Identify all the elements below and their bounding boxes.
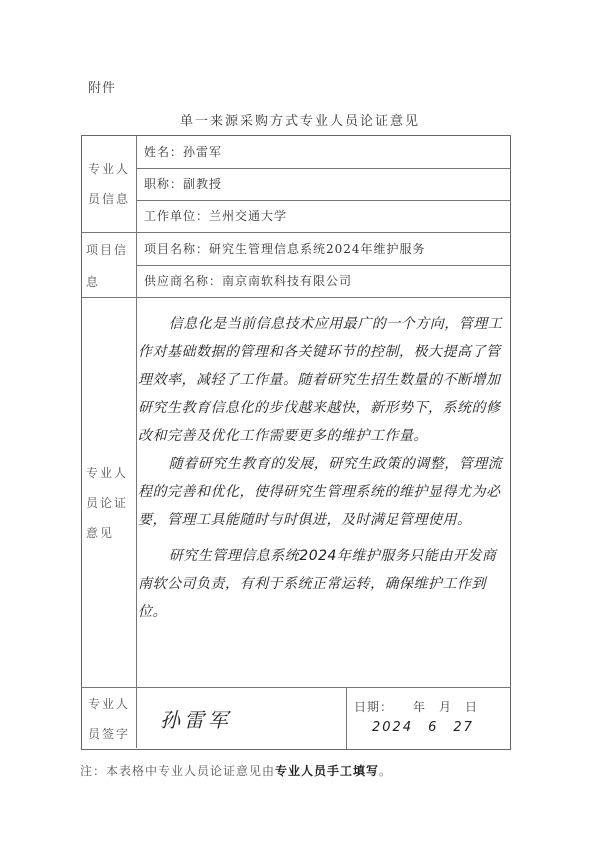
attachment-label: 附件 xyxy=(88,81,117,96)
label-line: 意见 xyxy=(86,526,115,540)
handwritten-signature: 孙雷军 xyxy=(160,708,232,732)
date-label: 日期： 年 月 日 xyxy=(354,700,479,714)
opinion-paragraph: 随着研究生教育的发展，研究生政策的调整，管理流程的完善和优化，使得研究生管理系统的维护显得尤为必要，管理工具能随时与时俱进，及时满足管理使用。 xyxy=(138,456,503,528)
footnote-prefix: 注：本表格中专业人员论证意见由 xyxy=(80,764,276,778)
project-info-label xyxy=(86,234,140,298)
expert-workplace: 工作单位：兰州交通大学 xyxy=(144,209,288,223)
signature-label xyxy=(82,689,136,749)
footnote-emphasis: 专业人员手工填写 xyxy=(275,764,380,778)
label-line: 专业人 xyxy=(87,697,130,711)
label-line: 员信息 xyxy=(87,192,130,206)
expert-name: 姓名：孙雷军 xyxy=(144,145,223,159)
expert-info-label xyxy=(82,154,136,214)
footnote-suffix: 。 xyxy=(379,764,393,778)
project-name: 项目名称：研究生管理信息系统2024年维护服务 xyxy=(144,242,426,256)
expert-title: 职称：副教授 xyxy=(144,177,223,191)
label-line: 专业人 xyxy=(86,466,129,480)
supplier-name: 供应商名称：南京南软科技有限公司 xyxy=(144,274,353,288)
page-title: 单一来源采购方式专业人员论证意见 xyxy=(179,114,420,129)
label-line: 员签字 xyxy=(87,727,130,741)
footnote xyxy=(80,762,392,779)
opinion-text xyxy=(138,310,506,626)
opinion-paragraph: 信息化是当前信息技术应用最广的一个方向，管理工作对基础数据的管理和各关键环节的控制，极大提高了管理效率，减轻了工作量。随着研究生招生数量的不断增加研究生教育信息化的步伐越来越快，新形势下，系统的修改和完善及优化工作需要更多的维护工作量。 xyxy=(138,316,503,444)
label-line: 项目信 xyxy=(86,243,129,257)
label-line: 员论证 xyxy=(86,496,129,510)
opinion-form-table xyxy=(81,135,511,750)
opinion-label xyxy=(86,458,140,548)
opinion-paragraph: 研究生管理信息系统2024年维护服务只能由开发商南软公司负责，有利于系统正常运转，确保维护工作到位。 xyxy=(138,548,497,620)
handwritten-date: 2024 6 27 xyxy=(372,720,474,735)
label-line: 息 xyxy=(86,275,101,289)
label-line: 专业人 xyxy=(87,162,130,176)
